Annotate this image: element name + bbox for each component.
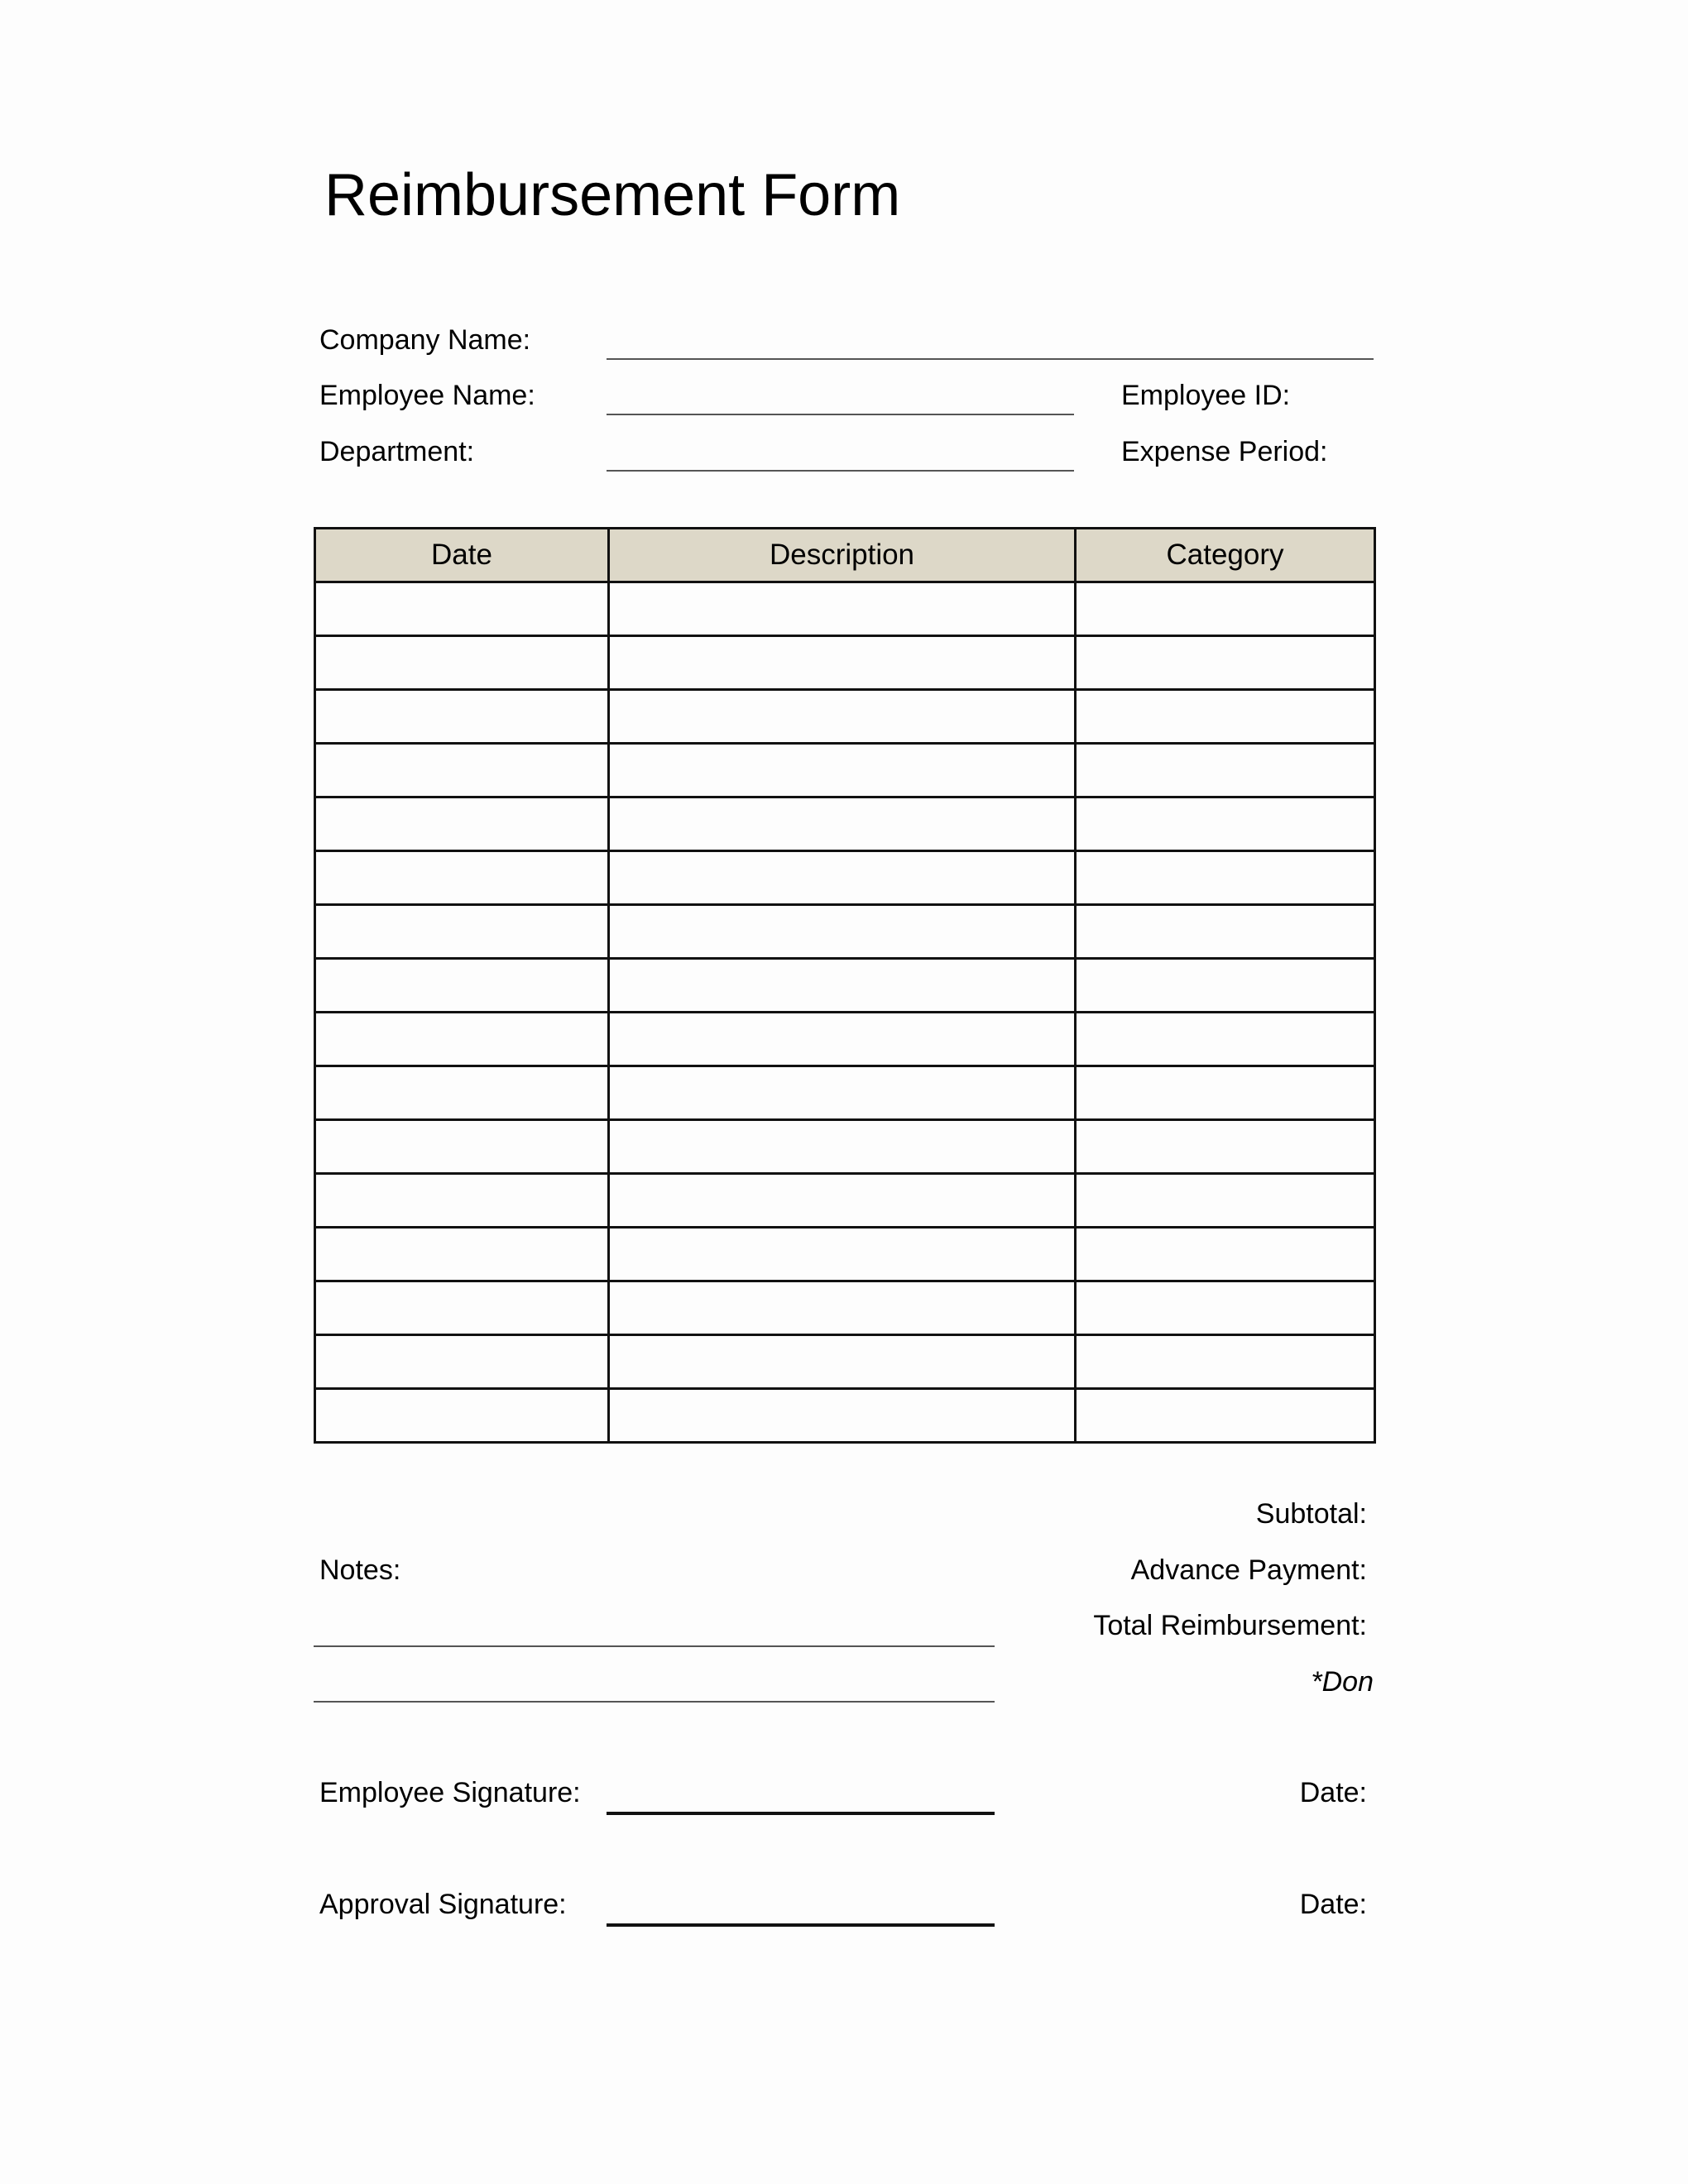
description-cell[interactable] [609, 1013, 1076, 1066]
subtotal-label: Subtotal: [1255, 1498, 1367, 1530]
table-row [315, 1174, 1375, 1228]
category-cell[interactable] [1076, 905, 1375, 959]
table-row [315, 905, 1375, 959]
table-row [315, 1120, 1375, 1174]
header-date: Date [315, 529, 609, 582]
notes-line-1[interactable] [314, 1645, 995, 1647]
description-cell[interactable] [609, 1174, 1076, 1228]
category-cell[interactable] [1076, 1013, 1375, 1066]
description-cell[interactable] [609, 1228, 1076, 1281]
table-row [315, 1066, 1375, 1120]
department-field[interactable] [607, 470, 1074, 472]
employee-signature-label: Employee Signature: [319, 1777, 581, 1808]
category-cell[interactable] [1076, 1281, 1375, 1335]
employee-date-label: Date: [1299, 1777, 1367, 1808]
note-marker: *Don [1311, 1666, 1374, 1698]
category-cell[interactable] [1076, 1228, 1375, 1281]
description-cell[interactable] [609, 959, 1076, 1013]
date-cell[interactable] [315, 744, 609, 797]
table-row [315, 582, 1375, 636]
date-cell[interactable] [315, 690, 609, 744]
date-cell[interactable] [315, 797, 609, 851]
date-cell[interactable] [315, 851, 609, 905]
category-cell[interactable] [1076, 1335, 1375, 1389]
date-cell[interactable] [315, 636, 609, 690]
description-cell[interactable] [609, 797, 1076, 851]
description-cell[interactable] [609, 1281, 1076, 1335]
date-cell[interactable] [315, 1281, 609, 1335]
date-cell[interactable] [315, 1228, 609, 1281]
table-row [315, 959, 1375, 1013]
table-row [315, 851, 1375, 905]
date-cell[interactable] [315, 1066, 609, 1120]
category-cell[interactable] [1076, 1120, 1375, 1174]
category-cell[interactable] [1076, 1174, 1375, 1228]
description-cell[interactable] [609, 1335, 1076, 1389]
category-cell[interactable] [1076, 1066, 1375, 1120]
description-cell[interactable] [609, 851, 1076, 905]
table-row [315, 797, 1375, 851]
employee-name-field[interactable] [607, 414, 1074, 415]
description-cell[interactable] [609, 690, 1076, 744]
description-cell[interactable] [609, 582, 1076, 636]
category-cell[interactable] [1076, 797, 1375, 851]
table-row [315, 1389, 1375, 1443]
date-cell[interactable] [315, 1120, 609, 1174]
category-cell[interactable] [1076, 1389, 1375, 1443]
page-title: Reimbursement Form [324, 162, 901, 228]
table-header-row [315, 529, 1375, 582]
table-row [315, 636, 1375, 690]
description-cell[interactable] [609, 1389, 1076, 1443]
expense-table [314, 527, 1376, 1444]
employee-name-label: Employee Name: [319, 380, 535, 411]
expense-period-label: Expense Period: [1121, 436, 1328, 467]
category-cell[interactable] [1076, 636, 1375, 690]
total-reimbursement-label: Total Reimbursement: [1093, 1610, 1367, 1641]
category-cell[interactable] [1076, 690, 1375, 744]
category-cell[interactable] [1076, 959, 1375, 1013]
description-cell[interactable] [609, 744, 1076, 797]
company-name-field[interactable] [607, 358, 1374, 360]
department-label: Department: [319, 436, 475, 467]
header-category: Category [1076, 529, 1375, 582]
date-cell[interactable] [315, 1174, 609, 1228]
category-cell[interactable] [1076, 582, 1375, 636]
description-cell[interactable] [609, 636, 1076, 690]
description-cell[interactable] [609, 1066, 1076, 1120]
date-cell[interactable] [315, 1335, 609, 1389]
employee-id-label: Employee ID: [1121, 380, 1291, 411]
date-cell[interactable] [315, 582, 609, 636]
date-cell[interactable] [315, 959, 609, 1013]
table-row [315, 690, 1375, 744]
approval-signature-label: Approval Signature: [319, 1889, 567, 1920]
date-cell[interactable] [315, 1013, 609, 1066]
approval-signature-field[interactable] [607, 1923, 995, 1927]
description-cell[interactable] [609, 905, 1076, 959]
description-cell[interactable] [609, 1120, 1076, 1174]
table-row [315, 1228, 1375, 1281]
table-row [315, 1013, 1375, 1066]
advance-payment-label: Advance Payment: [1130, 1554, 1367, 1586]
employee-signature-field[interactable] [607, 1812, 995, 1815]
notes-label: Notes: [319, 1554, 401, 1586]
date-cell[interactable] [315, 1389, 609, 1443]
category-cell[interactable] [1076, 744, 1375, 797]
header-description: Description [609, 529, 1076, 582]
date-cell[interactable] [315, 905, 609, 959]
category-cell[interactable] [1076, 851, 1375, 905]
notes-line-2[interactable] [314, 1701, 995, 1703]
table-row [315, 1281, 1375, 1335]
table-row [315, 1335, 1375, 1389]
company-name-label: Company Name: [319, 324, 531, 356]
table-row [315, 744, 1375, 797]
approval-date-label: Date: [1299, 1889, 1367, 1920]
